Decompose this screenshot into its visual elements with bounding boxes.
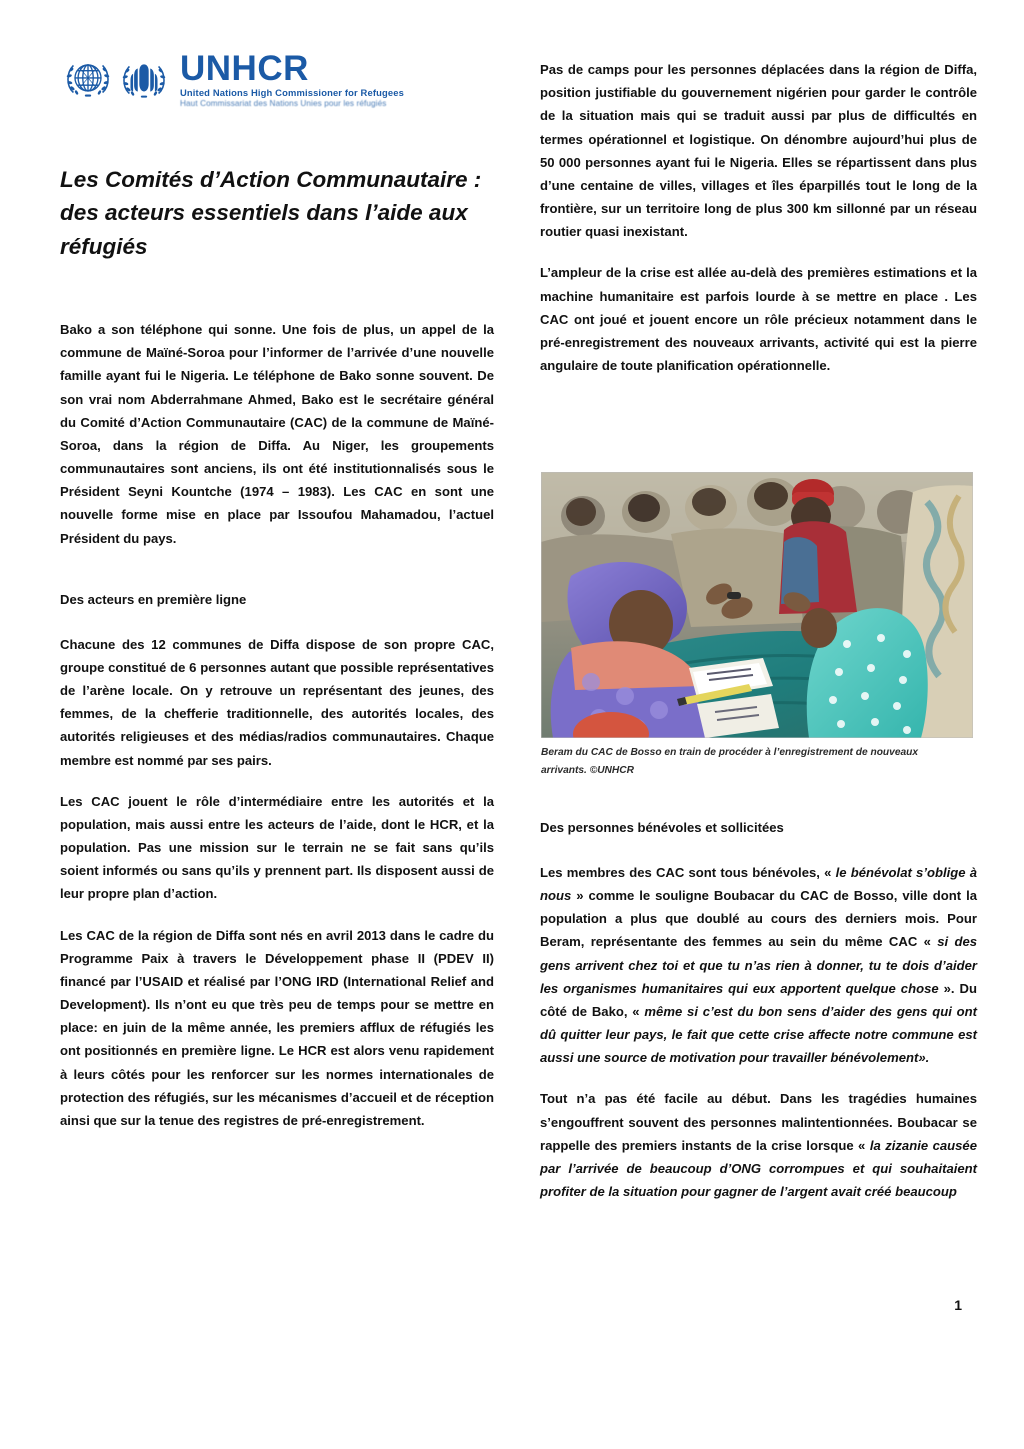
left-paragraph-3: Les CAC jouent le rôle d’intermédiaire entre les autorités et la population, mais aussi entre les acteurs de l’aide, dont le HCR, et la population. Pas une mission sur le terrain ne se fait sans qu’ils soient informés ou sans qu’ils y prennent part. Ils disposent aussi de leur propre plan d’action. (60, 793, 494, 902)
page-title (60, 163, 492, 263)
logo-emblems (62, 54, 170, 106)
right-paragraph-3-part-b: » comme le souligne Boubacar du CAC de Bosso, ville dont la population a plus que doublé au cours des derniers mois. Pour Beram, représentante des femmes au sein du même CAC « (540, 888, 977, 950)
left-paragraph-4: Les CAC de la région de Diffa sont nés en avril 2013 dans le cadre du Programme Paix à travers le Développement phase II (PDEV II) financé par l’USAID et réalisé par l’ONG IRD (International Relief and Development). Ils n’ont eu que très peu de temps pour se mettre en place: en juin de la même année, les premiers afflux de réfugiés les ont positionnés en première ligne. Le HCR est alors venu rapidement à leurs côtés pour les renforcer sur les normes internationales de protection des réfugiés, sur les mécanismes d’accueil et de réception ainsi que sur la tenue des registres de pré-enregistrement. (60, 927, 494, 1128)
right-paragraph-4-part-a: Tout n’a pas été facile au début. Dans les tragédies humaines s’engouffrent souvent des personnes malintentionnées. Boubacar se rappelle des premiers instants de la crise lorsque « (540, 1091, 977, 1153)
photo-illustration (541, 472, 973, 738)
right-paragraph-3-part-c: ». Du côté de Bako, « (540, 980, 977, 1019)
right-column-top (540, 58, 977, 377)
left-paragraph-2: Chacune des 12 communes de Diffa dispose de son propre CAC, groupe constitué de 6 personnes autant que possible représentatives de l’arène locale. On y retrouve un représentant des jeunes, des femmes, de la chefferie traditionnelle, des autorités locales, des autorités religieuses et des médias/radios communautaires. Chaque membre est nommé par ses pairs. (60, 636, 494, 768)
right-paragraph-4-quote: la zizanie causée par l’arrivée de beaucoup d’ONG corrompues et qui souhaitaient profiter de la situation pour gagner de l’argent avait créé beaucoup (540, 1137, 977, 1200)
right-paragraph-3-quote-1: le bénévolat s’oblige à nous (540, 864, 977, 904)
photo-caption: Beram du CAC de Bosso en train de procéder à l’enregistrement de nouveaux arrivants. ©UNHCR (541, 747, 919, 776)
logo-text-block (180, 49, 404, 109)
right-paragraph-1: Pas de camps pour les personnes déplacées dans la région de Diffa, position justifiable du gouvernement nigérien pour garder le contrôle de la situation mais qui se traduit aussi par plus de difficultés en termes opérationnel et logistique. On dénombre aujourd’hui plus de 50 000 personnes ayant fui le Nigeria. Elles se répartissent dans plus d’une centaine de villes, villages et îles éparpillés tout le long de la frontière, sur un territoire long de plus 300 km sillonné par un réseau routier quasi inexistant. (540, 62, 977, 240)
logo-subtitle-english: United Nations High Commissioner for Refugees (180, 87, 404, 99)
left-subheading: Des acteurs en première ligne (60, 591, 247, 607)
right-paragraph-3 (540, 861, 977, 1070)
unhcr-hands-emblem-icon (118, 54, 170, 106)
left-paragraph-1: Bako a son téléphone qui sonne. Une fois de plus, un appel de la commune de Maïné-Soroa pour l’informer de l’arrivée d’une nouvelle famille ayant fui le Nigeria. Le téléphone de Bako sonne souvent. De son vrai nom Abderrahmane Ahmed, Bako est le secrétaire général du Comité d’Action Communautaire (CAC) de la commune de Maïné-Soroa, dans la région de Diffa. Au Niger, les groupements communautaires sont anciens, ils ont été institutionnalisés sous le Président Seyni Kountche (1974 – 1983). Les CAC en sont une nouvelle forme mise en place par Issoufou Mahamadou, l’actuel Président du pays. (60, 322, 494, 546)
unhcr-logo (62, 49, 462, 122)
right-paragraph-4 (540, 1087, 977, 1203)
left-column (60, 318, 494, 1132)
logo-wordmark: UNHCR (180, 49, 309, 88)
right-paragraph-3-quote-2: si des gens arrivent chez toi et que tu n’as rien à donner, tu te dois d’aider les organismes humanitaires qui eux apportent quelque chose (540, 934, 978, 996)
right-paragraph-2: L’ampleur de la crise est allée au-delà des premières estimations et la machine humanitaire est parfois lourde à se mettre en place . Les CAC ont joué et jouent encore un rôle précieux notamment dans le pré-enregistrement des nouveaux arrivants, activité qui est la pierre angulaire de toute planification opérationnelle. (540, 265, 977, 374)
photo-registration-scene (541, 472, 973, 738)
page-number: 1 (954, 1297, 962, 1313)
right-paragraph-3-part-a: Les membres des CAC sont tous bénévoles, « (540, 864, 836, 880)
right-paragraph-3-quote-3: même si c’est du bon sens d’aider des gens qui ont dû quitter leur pays, le fait que cette crise affecte notre commune est aussi une source de motivation pour travailler bénévolement». (540, 1003, 977, 1066)
page-title-line-3: réfugiés (60, 233, 148, 259)
page-title-line-2: des acteurs essentiels dans l’aide aux (60, 200, 468, 226)
logo-subtitle-french: Haut Commissariat des Nations Unies pour les réfugiés (180, 98, 387, 108)
un-emblem-icon (62, 54, 114, 106)
right-subheading: Des personnes bénévoles et sollicitées (540, 820, 784, 835)
right-column-bottom (540, 818, 977, 1203)
page-title-line-1: Les Comités d’Action Communautaire : (60, 167, 482, 193)
